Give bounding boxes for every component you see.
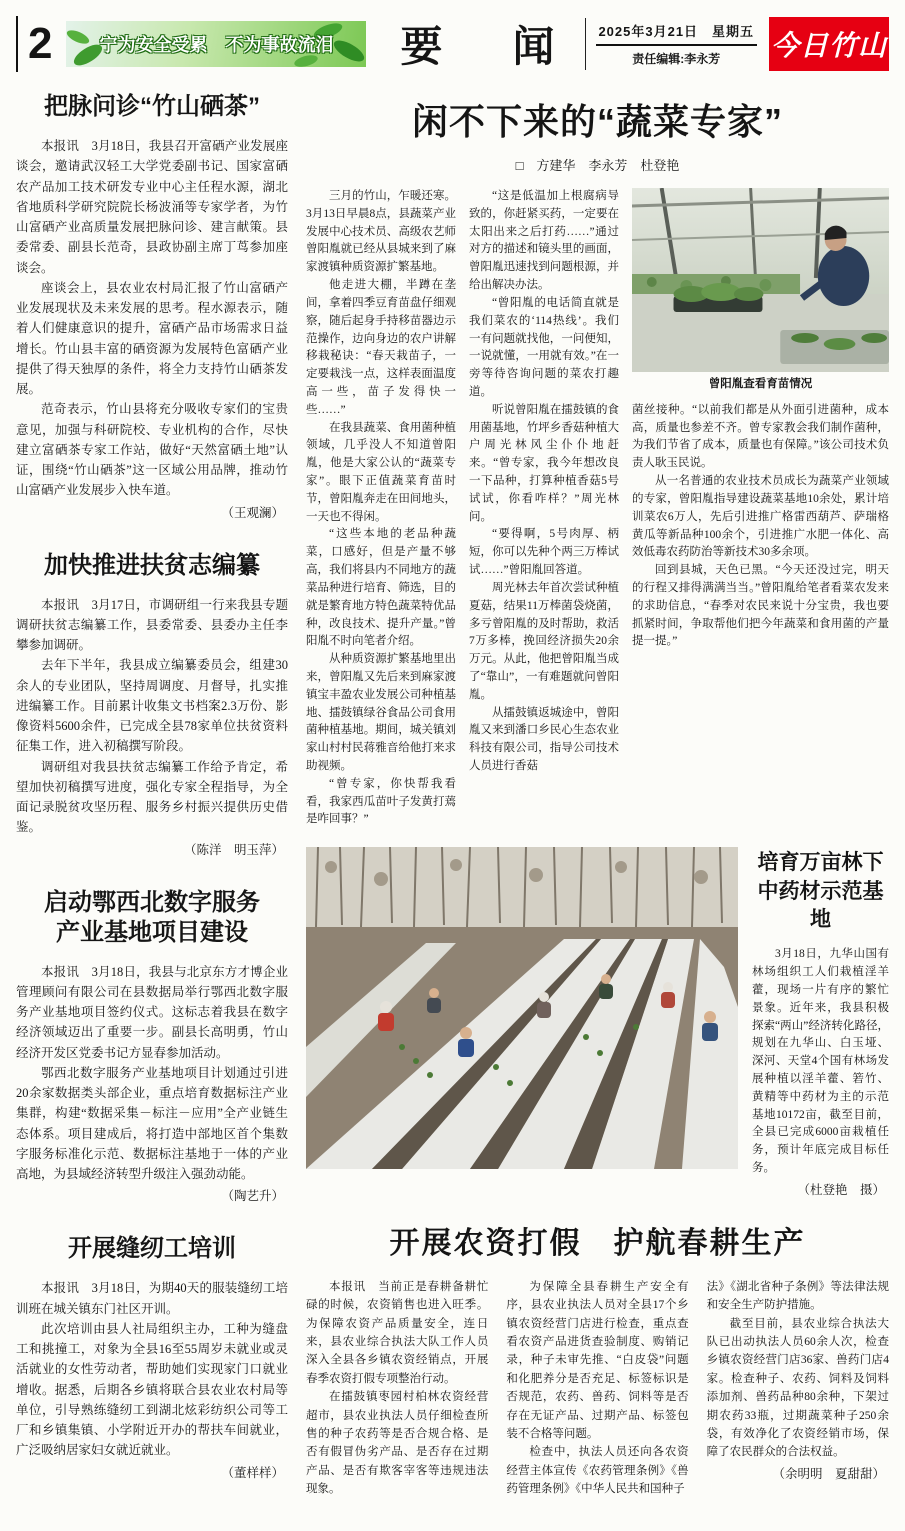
banner-slogan: 宁为安全受累 不为事故流泪	[99, 35, 334, 55]
article-paragraph: 在擂鼓镇枣园村柏林农资经营超市，县农业执法人员仔细检查所售的种子农药等是否合规合格、是否有假冒伪劣产品、是否存在过期产品、是否有欺客宰客等违规违法现象。	[306, 1391, 489, 1496]
article-paragraph: “要得啊，5号肉厚、柄短，你可以先种个两三万棒试试……”曾阳胤回答道。	[469, 528, 619, 577]
article-paragraph: 本报讯 3月17日，市调研组一行来我县专题调研扶贫志编纂工作，县委常委、县委办主任李攀参加调研。	[16, 597, 288, 652]
article-paragraph: 回到县城，天色已黑。“今天还没过完，明天的行程又排得满满当当。”曾阳胤给笔者看菜农发来的求助信息，“春季对农民来说十分宝贵，我也要抓紧时间，争取帮他们把今年蔬菜和食用菌的产量提一提。”	[632, 564, 889, 648]
article-signature: （余明明 夏甜甜）	[772, 1466, 885, 1481]
article-poverty-annals	[16, 551, 288, 858]
masthead-logo: 今日竹山	[769, 17, 889, 71]
article-paragraph: 本报讯 3月18日，为期40天的服装缝纫工培训班在城关镇东门社区开训。	[16, 1281, 288, 1316]
main-headline: 闲不下来的“蔬菜专家”	[411, 101, 783, 142]
page-content	[16, 92, 889, 1511]
greenhouse-photo	[632, 188, 889, 394]
article-title-line2: 中药材示范基地	[757, 879, 884, 931]
article-digital-base	[16, 888, 288, 1205]
article-paragraph: 本报讯 3月18日，我县与北京东方才博企业管理顾问有限公司在县数据局举行鄂西北数字服务产业基地项目签约仪式。这标志着我县在数字经济领域迈出了重要一步。副县长高明勇，竹山经济开发区党委书记方显春参加活动。	[16, 964, 288, 1060]
article-paragraph: “曾阳胤的电话简直就是我们菜农的‘114热线’。我们一有问题就找他，一问便知，一说就懂，一用就有效。”在一旁等待咨询问题的菜农打趣道。	[469, 296, 619, 398]
byline: □ 方建华 李永芳 杜登艳	[515, 158, 680, 173]
field-photo	[306, 847, 738, 1198]
safety-banner	[66, 21, 366, 67]
editor-name: 责任编辑:李永芳	[632, 52, 721, 66]
bottom-article	[306, 1218, 889, 1499]
article-title-line1: 培育万亩林下	[757, 851, 884, 875]
article-paragraph: 他走进大棚，半蹲在垄间，拿着四季豆育苗盘仔细观察，随后起身手持移苗器边示范操作，边向身边的农户讲解移栽秘诀：“春天栽苗子，一定要栽浅一点，这样表面温度高一些，苗子发得快一些……”	[306, 279, 456, 416]
article-paragraph: 为保障全县春耕生产安全有序，县农业执法人员对全县17个乡镇农资经营门店进行检查，重点查看农资产品进货查验制度、购销记录，种子未审先推、“白皮袋”问题和化肥养分是否充足、标签标识是否规范，农药、兽药、饲料等是否存在无证产品、过期产品、标签包装不合格等问题。	[506, 1280, 689, 1440]
page-number: 2	[28, 19, 53, 68]
bottom-headline: 开展农资打假 护航春耕生产	[389, 1226, 806, 1260]
article-paragraph: 去年下半年，我县成立编纂委员会，组建30余人的专业团队，坚持周调度、月督导，扎实推进编纂工作。目前累计收集文书档案2.3万份、影像资料5600余件，已完成全县78家单位扶贫资料征集工作，进入初稿撰写阶段。	[16, 658, 288, 754]
article-paragraph: 3月18日，九华山国有林场组织工人们栽植淫羊藿，现场一片有序的繁忙景象。近年来，我县积极探索“两山”经济转化路径，规划在九华山、白玉垭、深河、天堂4个国有林场发展种植以淫羊藿、箬竹、黄精等中药材为主的示范基地10172亩，截至目前，全县已完成6000亩栽植任务，预计年底完成目标任务。	[752, 948, 889, 1175]
article-paragraph: 周光林去年首次尝试种植夏菇，结果11万棒菌袋烧菌，多亏曾阳胤的及时帮助，救活7万多棒，挽回经济损失20余万元。从此，他把曾阳胤当成了“靠山”，一有难题就问曾阳胤。	[469, 581, 619, 701]
article-paragraph: 从一名普通的农业技术员成长为蔬菜产业领域的专家，曾阳胤指导建设蔬菜基地10余处，累计培训菜农6万人，先后引进推广格雷西葫芦、萨瑞格黄瓜等新品种100余个，引进推广水肥一体化、高效低毒农药防治等新技术30多余项。	[632, 475, 889, 559]
article-paragraph: “曾专家，你快帮我看看，我家西瓜苗叶子发黄打蔫是咋回事？”	[306, 777, 456, 826]
article-paragraph: 本报讯 3月18日，我县召开富硒产业发展座谈会，邀请武汉轻工大学党委副书记、国家富硒农产品加工技术研发专业中心主任程水源，湖北省地质科学研究院院长杨波涌等专家学者，为竹山富硒产业高质量发展把脉问诊、建言献策。县委常委、副县长范奇，县政协副主席丁茑参加座谈会。	[16, 139, 288, 275]
date-rule	[596, 44, 758, 46]
article-sewing-training	[16, 1234, 288, 1480]
article-paragraph: 从种质资源扩繁基地里出来，曾阳胤又先后来到麻家渡镇宝丰盈农业发展公司种植基地、擂鼓镇绿谷食品公司食用菌种植基地。期间，城关镇刘家山村村民蒋雅音给他打来求助视频。	[306, 653, 456, 772]
article-title: 开展缝纫工培训	[68, 1235, 236, 1263]
article-paragraph: 截至目前，县农业综合执法大队已出动执法人员60余人次，检查乡镇农资经营门店36家、兽药门店4家。检查种子、农药、饲料及饲料添加剂、兽药品种80余种，下架过期农药33瓶，过期蔬菜种子250余袋，有效净化了农资经销市场，保障了农民群众的合法权益。	[706, 1317, 889, 1459]
bottom-column-1	[306, 1278, 488, 1499]
main-story	[306, 188, 889, 829]
page-number-box	[16, 16, 52, 72]
section-title: 要 闻	[400, 23, 569, 70]
field-photo-image	[306, 847, 738, 1169]
article-paragraph: 范奇表示，竹山县将充分吸收专家们的宝贵意见，加强与科研院校、专业机构的合作，尽快建立富硒茶专家工作站，做好“天然富硒土地”认证，围绕“竹山硒茶”这一区域公用品牌，推动竹山富硒产业发展步入快车道。	[16, 402, 288, 498]
article-paragraph: 调研组对我县扶贫志编纂工作给予肯定，希望加快初稿撰写进度，强化专家全程指导，为全面记录脱贫攻坚历程、服务乡村振兴提供历史借鉴。	[16, 759, 288, 835]
article-signature: （董样样）	[221, 1465, 284, 1480]
article-paragraph: 听说曾阳胤在擂鼓镇的食用菌基地，竹坪乡香菇种植大户周光林风尘仆仆地赶来。“曾专家，我今年想改良一下品种，打算种植香菇5号试试，你看咋样？”周光林问。	[469, 403, 619, 523]
article-signature: （陶艺升）	[221, 1189, 284, 1204]
article-signature: （杜登艳 摄）	[797, 1182, 885, 1197]
issue-date: 2025年3月21日 星期五	[598, 24, 755, 39]
article-paragraph: 此次培训由县人社局组织主办，工种为缝盘工和挑撞工，对象为全县16至55周岁未就业或灵活就业的女性劳动者，帮助她们实现家门口就业增收。据悉，后期各乡镇将联合县农业农村局等单位，引导熟练缝纫工到湖北炫彩纺织公司等工厂和乡镇集镇、小学附近开办的帮扶车间就业，广泛吸纳居家妇女就近就业。	[16, 1321, 288, 1458]
article-signature: （王观澜）	[221, 505, 284, 520]
article-paragraph: 座谈会上，县农业农村局汇报了竹山富硒产业发展现状及未来发展的思考。程水源表示，随着人们健康意识的提升，富硒产品市场需求日益增长。竹山县丰富的硒资源为发展特色富硒产业提供了得天独厚的条件，将全力支持竹山硒茶发展。	[16, 280, 288, 396]
article-title-line1: 启动鄂西北数字服务	[44, 888, 260, 916]
article-paragraph: 三月的竹山，乍暖还寒。3月13日早晨8点，县蔬菜产业发展中心技术员、高级农艺师曾阳胤就已经从县城来到了麻家渡镇种质资源扩繁基地。	[306, 190, 456, 274]
bottom-column-3	[707, 1278, 889, 1499]
article-paragraph: 本报讯 当前正是春耕备耕忙碌的时候，农资销售也进入旺季。为保障农资产品质量安全，连日来，县农业综合执法大队工作人员深入全县各乡镇农资经销点，开展春季农资打假专项整治行动。	[306, 1280, 489, 1385]
main-column	[306, 92, 889, 1511]
story-column-3	[632, 188, 889, 829]
middle-row	[306, 847, 889, 1198]
story-column-2	[469, 188, 619, 829]
story-column-1	[306, 188, 456, 829]
page-header	[16, 12, 889, 76]
article-title	[16, 888, 288, 948]
bottom-columns	[306, 1278, 889, 1499]
left-column	[16, 92, 288, 1511]
article-title-line2: 产业基地项目建设	[56, 918, 248, 946]
article-title: 把脉问诊“竹山硒茶”	[44, 93, 260, 120]
greenhouse-photo-image	[632, 188, 889, 372]
article-title	[752, 849, 889, 934]
article-paragraph: 菌丝接种。“以前我们都是从外面引进菌种，成本高，质量也参差不齐。曾专家教会我们制作菌种，为我们节省了成本，质量也有保障。”该公司技术负责人耿玉民说。	[632, 403, 889, 470]
header-divider	[585, 18, 586, 70]
article-selenium-tea	[16, 92, 288, 521]
forest-herb-article	[752, 847, 889, 1198]
article-paragraph: 在我县蔬菜、食用菌种植领域，几乎没人不知道曾阳胤，他是大家公认的“蔬菜专家”。眼下正值蔬菜育苗时节，曾阳胤奔走在田间地头，一天也不得闲。	[306, 421, 456, 523]
article-paragraph: “这些本地的老品种蔬菜，口感好，但是产量不够高，我们将县内不同地方的蔬菜品种进行培育、筛选，目的就是繁育地方特色蔬菜特优品种，改良技术、提升产量。”曾阳胤不时向笔者介绍。	[306, 528, 456, 648]
article-paragraph: 检查中，执法人员还向各农资经营主体宣传《农药管理条例》《兽药管理条例》《中华人民共和国种子	[506, 1446, 689, 1496]
article-signature: （陈洋 明玉萍）	[183, 842, 284, 857]
bottom-column-2	[506, 1278, 688, 1499]
article-paragraph: 法》《湖北省种子条例》等法律法规和安全生产防护措施。	[706, 1280, 889, 1312]
article-paragraph: “这是低温加上根腐病导致的，你赶紧买药，一定要在太阳出来之后打药……”通过对方的描述和镜头里的画面，曾阳胤迅速找到问题根源，并给出解决办法。	[469, 190, 619, 292]
date-block	[596, 21, 758, 67]
article-paragraph: 鄂西北数字服务产业基地项目计划通过引进20余家数据类头部企业，重点培育数据标注产业集群，构建“数据采集－标注－应用”全产业链生态体系。项目建成后，将打造中部地区首个集数字服务标准化示范、数据标注基地于一体的产业高地，为县域经济转型升级注入强劲动能。	[16, 1065, 288, 1181]
article-paragraph: 从擂鼓镇返城途中，曾阳胤又来到潘口乡民心生态农业科技有限公司，指导公司技术人员进行香菇	[469, 706, 619, 772]
photo-caption: 曾阳胤查看育苗情况	[708, 378, 813, 390]
article-title: 加快推进扶贫志编纂	[44, 551, 260, 579]
